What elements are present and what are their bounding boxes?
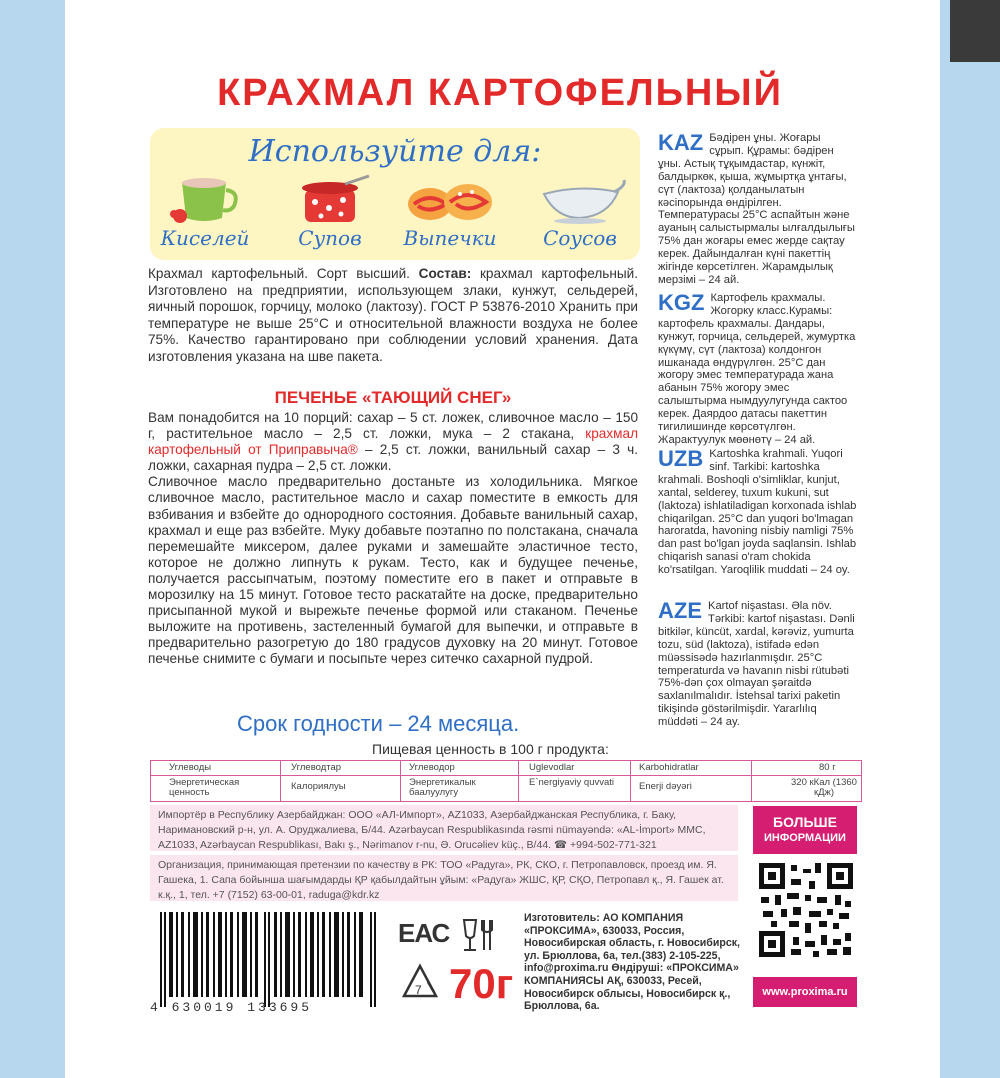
use-for-panel [150,128,640,260]
product-title: КРАХМАЛ КАРТОФЕЛЬНЫЙ [217,72,783,114]
nutrition-cell: Karbohidratlar [639,762,699,773]
nutrition-cell: E`nergiyaviy quvvati [529,777,615,788]
manufacturer-info: Изготовитель: АО КОМПАНИЯ «ПРОКСИМА», 630033, Россия, Новосибирская область, г. Новосибирск, ул. Брюллова, 6а, тел.(383) 2-105-225, info@proxima.ru Өндіруші: «ПРОКСИМА» КОМПАНИЯСЫ АҚ, 630033, Ресей, Новосибирск облысы, Новосибирск қ., Брюллова, 6а. [524,912,740,1013]
website-link[interactable]: www.proxima.ru [753,977,857,1007]
use-item-label: Соусов [543,226,617,250]
barcode [160,912,380,1007]
pot-icon [285,174,375,224]
nutrition-cell: Калориялуы [291,781,346,792]
nutrition-cell: Энергетикалык баалуулугу [409,777,476,798]
nutrition-cell: Углеводы [169,762,212,773]
more-info-line: ИНФОРМАЦИИ [764,832,846,844]
use-item-baking [395,174,505,250]
lang-text: Kartoshka krahmali. Yuqori sinf. Tarkibi: kartoshka krahmali. Boshoqli o'simliklar, kunjut, xantal, selderey, tuxum kukuni, sut (laktoza) ishlatiladigan korxonada ishlab chiqarilgan. 25°C dan yuqori bo'lmagan haroratda, havoning nisbiy namligi 75% dan past bo'lgan joyda saqlansin. Ishlab chiqarish sanasi o'ram chokida ko'rsatilgan. Yaroqlilik muddati – 24 oy. [658,448,857,577]
recipe-title: ПЕЧЕНЬЕ «ТАЮЩИЙ СНЕГ» [274,388,512,407]
description-text: Крахмал картофельный. Сорт высший. [148,266,419,281]
nutrition-cell: 320 кКал (1360 кДж) [791,777,857,798]
lang-code: AZE [658,598,702,623]
dark-corner [950,0,1000,62]
more-info-line: БОЛЬШЕ [773,814,837,830]
nutrition-cell: Энергетическая ценность [169,777,240,798]
lang-text: Kartof nişastası. Əla növ. Tərkibi: kartof nişastası. Dənli bitkilər, küncüt, xardal, kərəviz, yumurta tozu, süd (laktoza), istifadə edən müəssisədə hazırlanmışdır. 25°C temperaturda və havanın nisbi rütubəti 75%-dən çox olmayan şəraitdə saxlanılmalıdır. İstehsal tarixi paketin tikişində göstərilmişdir. Yararlılıq müddəti – 24 ay. [658,600,855,729]
barcode-digits: 4 630019 133695 [150,1000,313,1015]
lang-code: UZB [658,446,704,471]
lang-text: Бәдірен ұны. Жоғары сұрып. Құрамы: бәдірен ұны. Астық тұқымдастар, күнжіт, балдыркөк, қыша, жұмыртқа ұнтағы, сүт (лактоза) қолданылатын кәсіпорында өндірілген. Температурасы 25°С аспайтын және ауаның салыстырмалы ылғалдылығы 75% дан жоғары емес жерде сақтау керек. Дайындалған күні пакеттің жігінде көрсетілген. Жарамдылық мерзімі – 24 ай. [658,132,855,286]
buns-icon [400,174,500,224]
use-item-sauce [525,174,635,250]
ingredients-text-2: – 2,5 ст. ложки, ванильный сахар – 3 ч. ложки, сахарная пудра – 2,5 ст. ложки. [148,442,638,474]
importer-box: Импортёр в Республику Азербайджан: ООО «АЛ-Импорт», AZ1033, Азербайджанская Республика, г. Баку, Наримановский р-н, ул. А. Оруджалиева, Б/44. Azərbaycan Respublikasında rəsmi nümayəndə: «AL-İmport» MMC, AZ1033, Azərbaycan Respublikası, Bakı ş., Nərimanov r-nu, Ə. Orucəliev küç., B/44. ☎ +994-502-771-321 [150,805,738,851]
table-divider [630,761,631,801]
use-item-label: Выпечки [403,226,497,250]
ingredients-text: Вам понадобится на 10 порций: сахар – 5 ст. ложек, сливочное масло – 150 г, растительное масло – 2,5 ст. ложки, мука – 2 стакана, [148,410,638,442]
recipe-body [148,410,638,668]
lang-block-kaz [658,132,858,287]
use-item-soup [275,174,385,250]
gravy-boat-icon [530,174,630,224]
use-for-heading: Используйте для: [248,134,542,169]
table-divider [751,761,752,801]
lang-block-uzb [658,448,858,577]
claims-box: Организация, принимающая претензии по качеству в РК: ТОО «Радуга», РК, СКО, г. Петропавловск, проезд им. Я. Гашека, 1. Сапа бойынша шағымдарды ҚР қабылдайтын ұйым: «Радуга» ЖШС, ҚР, СҚО, Петропавл қ., Я. Гашек ат. к.қ., 1, тел. +7 (7152) 63-00-01, raduga@kdr.kz [150,855,738,901]
lang-text: Картофель крахмалы. Жогорку класс.Курамы: картофель крахмалы. Дандары, кунжут, горчица, сельдерей, жумуртка күкүмү, сүт (лактоза) колдонгон ишканада өндүрүлгөн. 25°С дан жогору эмес температурада жана абанын 75% жогору эмес салыштырма нымдуулугунда сактоо керек. Даярдоо датасы пакеттин тигилишинде көрсөтүлгөн. Жарактуулук мөөнөтү – 24 ай. [658,292,856,446]
shelf-life: Срок годности – 24 месяца. [237,711,520,736]
table-divider [151,775,861,776]
recipe-method: Сливочное масло предварительно достаньте из холодильника. Мягкое сливочное масло, растительное масло и сахар поместите в емкость для взбивания и взбейте до однородного состояния. Добавьте ванильный сахар, крахмал и еще раз взбейте. Муку добавьте поэтапно по полстакана, сначала перемешайте миксером, далее руками и замешайте эластичное тесто, которое не должно липнуть к рукам. Тесто, как и будущее печенье, получается рассыпчатым, поэтому поместите его в пакет и отправьте в морозилку на 15 минут. Готовое тесто раскатайте на доске, предварительно присыпанной мукой и вырежьте печенье формой или стаканом. Печенье выложите на противень, застеленный бумагой для выпечки, и отправьте в предварительно разогретую до 180 градусов духовку на 20 минут. Готовое печенье снимите с бумаги и посыпьте через ситечко сахарной пудрой. [148,474,638,667]
nutrition-cell: Углеводтар [291,762,342,773]
food-safe-icon [456,916,500,956]
nutrition-table [150,760,862,802]
recycle-number: 7 [415,983,422,997]
qr-code [757,861,855,959]
lang-block-kgz [658,292,858,447]
table-divider [400,761,401,801]
description-text-2: крахмал картофельный. Изготовлено на предприятии, использующем злаки, кунжут, сельдерей, яичный порошок, горчицу, молоко (лактозу). ГОСТ Р 53876-2010 Хранить при температуре не выше 25°С и относительной влажности воздуха не более 75%. Качество гарантировано при соблюдении условий хранения. Дата изготовления указана на шве пакета. [148,266,638,364]
lang-block-aze [658,600,858,729]
net-weight: 70г [449,960,514,1007]
qr-icon [757,861,855,959]
nutrition-cell: 80 г [819,762,836,773]
use-item-kisel [150,174,260,250]
product-highlight: крахмал картофельный от Приправыча® [148,426,638,458]
more-info-badge [753,806,857,854]
recipe-ingredients [148,410,638,474]
use-item-label: Супов [298,226,362,250]
eac-mark: ЕАС [398,918,450,948]
nutrition-cell: Enerji dəyəri [639,781,692,792]
mug-icon [160,174,250,224]
lang-code: KGZ [658,290,705,315]
lang-code: KAZ [658,130,704,155]
use-item-label: Киселей [160,226,250,250]
nutrition-cell: Uglevodlar [529,762,575,773]
product-description [148,266,638,366]
nutrition-cell: Углеводор [409,762,455,773]
composition-label: Состав: [418,266,472,281]
table-divider [518,761,519,801]
nutrition-heading: Пищевая ценность в 100 г продукта: [372,741,609,757]
table-divider [280,761,281,801]
